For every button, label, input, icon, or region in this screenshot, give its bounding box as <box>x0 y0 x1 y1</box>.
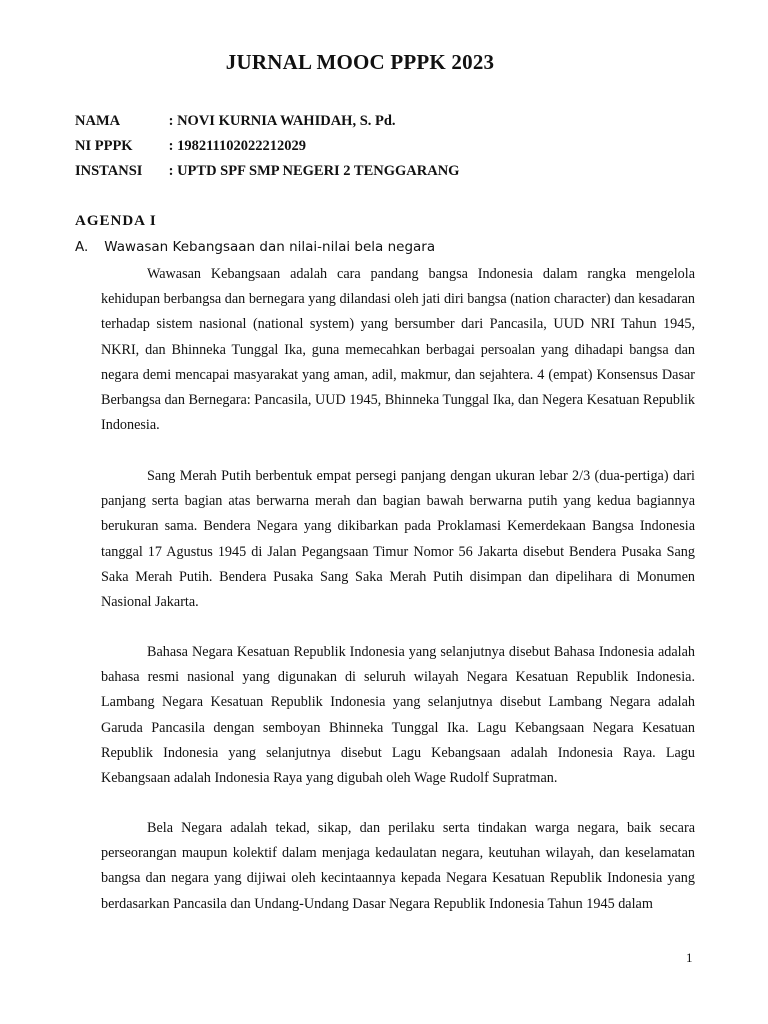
identity-row-nipppk <box>75 138 306 155</box>
identity-value: : NOVI KURNIA WAHIDAH, S. Pd. <box>168 113 396 129</box>
agenda-heading: AGENDA I <box>75 213 157 229</box>
identity-label: INSTANSI <box>75 163 143 179</box>
identity-row-name <box>75 113 396 130</box>
section-letter: A. <box>75 239 89 255</box>
paragraph-bahasa-negara: Bahasa Negara Kesatuan Republik Indonesia yang selanjutnya disebut Bahasa Indonesia adalah bahasa resmi nasional yang digunakan di seluruh wilayah Negara Kesatuan Republik Indonesia. Lambang Negara Kesatuan Republik Indonesia yang selanjutnya disebut Lambang Negara adalah Garuda Pancasila dengan semboyan Bhinneka Tunggal Ika. Lagu Kebangsaan Negara Kesatuan Republik Indonesia yang selanjutnya disebut Lagu Kebangsaan adalah Indonesia Raya. Lagu Kebangsaan adalah Indonesia Raya yang digubah oleh Wage Rudolf Supratman. <box>101 644 695 787</box>
identity-label: NAMA <box>75 113 121 129</box>
page-number: 1 <box>686 950 693 965</box>
section-heading <box>75 239 435 255</box>
identity-row-instansi <box>75 163 459 180</box>
identity-value: : UPTD SPF SMP NEGERI 2 TENGGARANG <box>168 163 460 179</box>
paragraph-bela-negara: Bela Negara adalah tekad, sikap, dan perilaku serta tindakan warga negara, baik secara perseorangan maupun kolektif dalam menjaga kedaulatan negara, keutuhan wilayah, dan keselamatan bangsa dan negara yang dijiwai oleh kecintaannya kepada Negara Kesatuan Republik Indonesia yang berdasarkan Pancasila dan Undang-Undang Dasar Negara Republik Indonesia Tahun 1945 dalam <box>101 820 695 912</box>
paragraph-wawasan-kebangsaan: Wawasan Kebangsaan adalah cara pandang bangsa Indonesia dalam rangka mengelola kehidupan berbangsa dan bernegara yang dilandasi oleh jati diri bangsa (nation character) dan kesadaran terhadap sistem nasional (national system) yang bersumber dari Pancasila, UUD NRI Tahun 1945, NKRI, dan Bhinneka Tunggal Ika, guna memecahkan berbagai persoalan yang dihadapi bangsa dan negara demi mencapai masyarakat yang aman, adil, makmur, dan sejahtera. 4 (empat) Konsensus Dasar Berbangsa dan Bernegara: Pancasila, UUD 1945, Bhinneka Tunggal Ika, dan Negera Kesatuan Republik Indonesia. <box>101 266 695 434</box>
paragraph-sang-merah-putih: Sang Merah Putih berbentuk empat persegi panjang dengan ukuran lebar 2/3 (dua-pertiga) dari panjang serta bagian atas berwarna merah dan bagian bawah berwarna putih yang kedua bagiannya berukuran sama. Bendera Negara yang dikibarkan pada Proklamasi Kemerdekaan Bangsa Indonesia tanggal 17 Agustus 1945 di Jalan Pegangsaan Timur Nomor 56 Jakarta disebut Bendera Pusaka Sang Saka Merah Putih. Bendera Pusaka Sang Saka Merah Putih disimpan dan dipelihara di Monumen Nasional Jakarta. <box>101 468 695 611</box>
identity-label: NI PPPK <box>75 138 133 154</box>
document-title: JURNAL MOOC PPPK 2023 <box>225 50 495 74</box>
section-title: Wawasan Kebangsaan dan nilai-nilai bela negara <box>104 239 436 255</box>
identity-value: : 198211102022212029 <box>168 138 306 154</box>
